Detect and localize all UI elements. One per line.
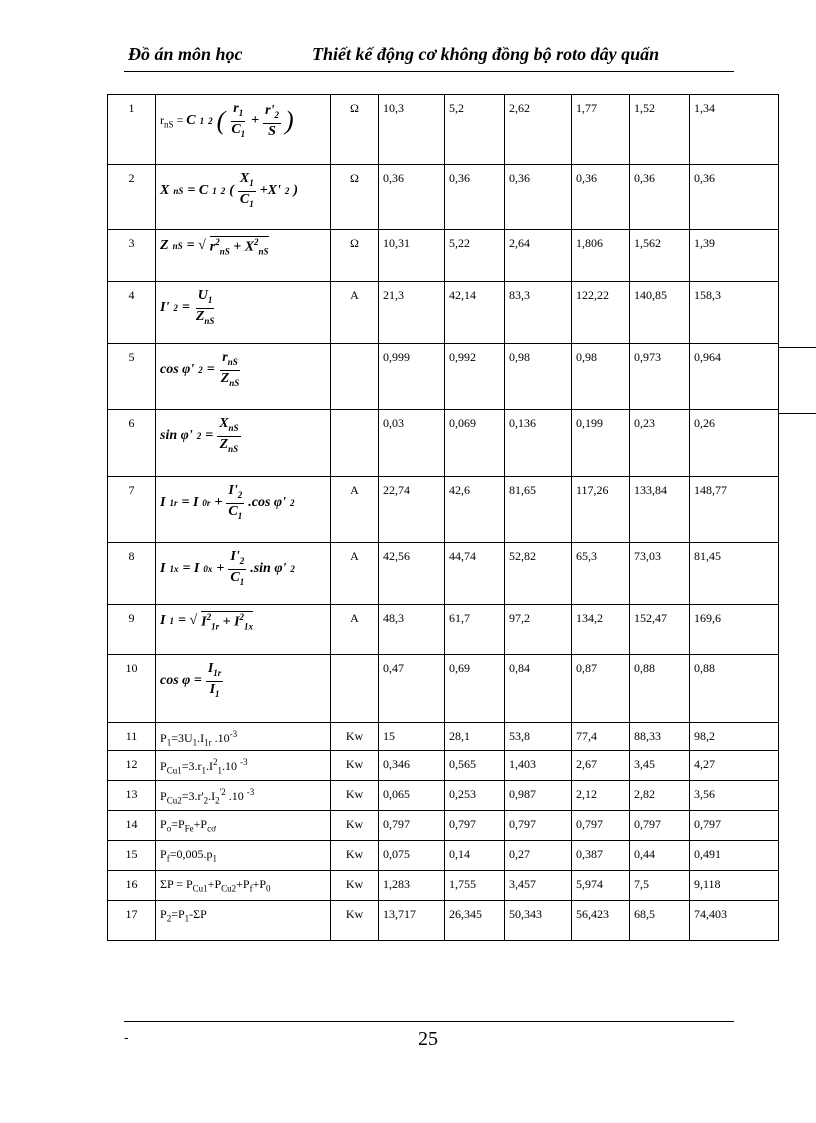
value-cell: 68,5 [630,901,690,941]
value-cell: 148,77 [690,477,779,543]
row-number: 9 [108,605,156,655]
unit-cell: A [331,543,379,605]
value-cell: 0,36 [630,165,690,230]
table-row [108,95,779,165]
value-cell: 26,345 [445,901,505,941]
value-cell: 134,2 [572,605,630,655]
unit-cell: Kw [331,751,379,781]
value-cell: 0,999 [379,344,445,410]
value-cell: 1,39 [690,230,779,282]
row-extension-line [778,347,816,348]
row-number: 4 [108,282,156,344]
value-cell: 0,88 [630,655,690,723]
value-cell: 152,47 [630,605,690,655]
formula-cell: $P_o=P_{Fe}+P_{cơ}$ [156,811,331,841]
formula-cell: sin φ' 2 = $\frac{X_{nS}}{Z_{nS}}$ [156,410,331,477]
value-cell: 10,31 [379,230,445,282]
unit-cell: A [331,605,379,655]
value-cell: 0,797 [572,811,630,841]
unit-cell [331,655,379,723]
table-row [108,477,779,543]
value-cell: 122,22 [572,282,630,344]
value-cell: 15 [379,723,445,751]
value-cell: 44,74 [445,543,505,605]
value-cell: 0,36 [690,165,779,230]
unit-cell: Kw [331,841,379,871]
row-number: 6 [108,410,156,477]
value-cell: 0,98 [572,344,630,410]
value-cell: 81,45 [690,543,779,605]
value-cell: 2,62 [505,95,572,165]
value-cell: 28,1 [445,723,505,751]
value-cell: 2,12 [572,781,630,811]
formula-cell: Z nS = √ $r^2_{nS} + X^2_{nS}$ [156,230,331,282]
value-cell: 0,992 [445,344,505,410]
row-number: 13 [108,781,156,811]
value-cell: 0,03 [379,410,445,477]
table-row [108,230,779,282]
value-cell: 0,36 [572,165,630,230]
value-cell: 0,973 [630,344,690,410]
page-number: 25 [418,1028,438,1050]
table-row [108,165,779,230]
value-cell: 77,4 [572,723,630,751]
value-cell: 0,36 [445,165,505,230]
value-cell: 73,03 [630,543,690,605]
table-row [108,655,779,723]
value-cell: 22,74 [379,477,445,543]
table-row [108,751,779,781]
formula-cell: $\Sigma P = P_{Cu1}+P_{Cu2}+P_f+P_0$ [156,871,331,901]
table-row [108,605,779,655]
row-number: 5 [108,344,156,410]
header-left-title: Đồ án môn học [128,44,243,64]
value-cell: 0,23 [630,410,690,477]
value-cell: 3,45 [630,751,690,781]
table-row [108,781,779,811]
value-cell: 7,5 [630,871,690,901]
formula-cell: I 1x = I 0x + $\frac{I'_2}{C_1}$ .sin φ' 2 [156,543,331,605]
formula-cell: I' 2 = $\frac{U_1}{Z_{nS}}$ [156,282,331,344]
row-number: 15 [108,841,156,871]
value-cell: 42,6 [445,477,505,543]
value-cell: 0,069 [445,410,505,477]
table-row [108,282,779,344]
row-number: 3 [108,230,156,282]
value-cell: 1,52 [630,95,690,165]
value-cell: 56,423 [572,901,630,941]
formula-cell: cos φ = $\frac{I_{1r}}{I_1}$ [156,655,331,723]
value-cell: 140,85 [630,282,690,344]
table-row [108,410,779,477]
value-cell: 5,2 [445,95,505,165]
value-cell: 0,36 [379,165,445,230]
value-cell: 0,26 [690,410,779,477]
value-cell: 1,403 [505,751,572,781]
value-cell: 0,797 [690,811,779,841]
row-number: 10 [108,655,156,723]
value-cell: 0,346 [379,751,445,781]
value-cell: 0,491 [690,841,779,871]
value-cell: 0,565 [445,751,505,781]
value-cell: 0,27 [505,841,572,871]
value-cell: 4,27 [690,751,779,781]
formula-cell: I 1r = I 0r + $\frac{I'_2}{C_1}$ .cos φ' 2 [156,477,331,543]
value-cell: 0,87 [572,655,630,723]
unit-cell: Kw [331,781,379,811]
unit-cell: Kw [331,871,379,901]
value-cell: 42,56 [379,543,445,605]
value-cell: 2,82 [630,781,690,811]
row-number: 7 [108,477,156,543]
header-right-title: Thiết kế động cơ không đồng bộ roto dây quấn [312,44,660,64]
formula-cell: $P_{Cu1}=3.r_1.I^2_1.10$ $^{-3}$ [156,751,331,781]
value-cell: 2,64 [505,230,572,282]
row-number: 11 [108,723,156,751]
value-cell: 97,2 [505,605,572,655]
value-cell: 0,797 [379,811,445,841]
value-cell: 9,118 [690,871,779,901]
unit-cell: Kw [331,811,379,841]
calculation-table [107,94,779,941]
value-cell: 53,8 [505,723,572,751]
value-cell: 0,69 [445,655,505,723]
formula-cell: $P_2=P_1-\Sigma P$ [156,901,331,941]
value-cell: 81,65 [505,477,572,543]
value-cell: 88,33 [630,723,690,751]
formula-cell: $P_{Cu2}=3.r'_2.I_2^{'2}$ .10 $^{-3}$ [156,781,331,811]
value-cell: 10,3 [379,95,445,165]
value-cell: 0,88 [690,655,779,723]
value-cell: 42,14 [445,282,505,344]
value-cell: 0,36 [505,165,572,230]
value-cell: 0,47 [379,655,445,723]
value-cell: 1,562 [630,230,690,282]
value-cell: 169,6 [690,605,779,655]
row-number: 12 [108,751,156,781]
value-cell: 98,2 [690,723,779,751]
value-cell: 0,964 [690,344,779,410]
row-number: 14 [108,811,156,841]
value-cell: 1,755 [445,871,505,901]
unit-cell: A [331,282,379,344]
formula-cell: X nS = C 1 2 ( $\frac{X_1}{C_1}$ +X' 2 ) [156,165,331,230]
value-cell: 5,974 [572,871,630,901]
value-cell: 0,065 [379,781,445,811]
value-cell: 0,136 [505,410,572,477]
row-extension-line [778,413,816,414]
table-row [108,901,779,941]
value-cell: 21,3 [379,282,445,344]
value-cell: 3,457 [505,871,572,901]
formula-cell: $P_f=0,005.p_1$ [156,841,331,871]
value-cell: 1,77 [572,95,630,165]
value-cell: 1,806 [572,230,630,282]
row-number: 8 [108,543,156,605]
header-rule [124,71,734,72]
value-cell: 1,34 [690,95,779,165]
value-cell: 52,82 [505,543,572,605]
value-cell: 65,3 [572,543,630,605]
table-row [108,811,779,841]
unit-cell: Ω [331,165,379,230]
row-number: 1 [108,95,156,165]
value-cell: 0,797 [445,811,505,841]
value-cell: 0,387 [572,841,630,871]
formula-cell: cos φ' 2 = $\frac{r_{nS}}{Z_{nS}}$ [156,344,331,410]
unit-cell [331,410,379,477]
value-cell: 0,075 [379,841,445,871]
unit-cell: A [331,477,379,543]
value-cell: 0,14 [445,841,505,871]
value-cell: 0,253 [445,781,505,811]
value-cell: 2,67 [572,751,630,781]
value-cell: 117,26 [572,477,630,543]
row-number: 2 [108,165,156,230]
table-row [108,723,779,751]
value-cell: 133,84 [630,477,690,543]
table-row [108,543,779,605]
unit-cell [331,344,379,410]
value-cell: 61,7 [445,605,505,655]
value-cell: 13,717 [379,901,445,941]
value-cell: 74,403 [690,901,779,941]
value-cell: 83,3 [505,282,572,344]
table-row [108,344,779,410]
formula-cell: $P_1=3U_1.I_{1r}$ $.10^{-3}$ [156,723,331,751]
value-cell: 158,3 [690,282,779,344]
formula-cell: $r_{nS} = C$ 1 2 ( $\frac{r_1}{C_1}$ + $\frac{r'_2}{S}$ ) [156,95,331,165]
table-row [108,841,779,871]
value-cell: 0,797 [505,811,572,841]
formula-cell: I 1 = √ $I^2_{1r} + I^2_{1x}$ [156,605,331,655]
value-cell: 50,343 [505,901,572,941]
row-number: 16 [108,871,156,901]
value-cell: 0,199 [572,410,630,477]
value-cell: 0,44 [630,841,690,871]
unit-cell: Ω [331,230,379,282]
unit-cell: Kw [331,901,379,941]
value-cell: 5,22 [445,230,505,282]
value-cell: 0,98 [505,344,572,410]
value-cell: 0,84 [505,655,572,723]
value-cell: 0,987 [505,781,572,811]
unit-cell: Kw [331,723,379,751]
row-number: 17 [108,901,156,941]
footer-dash: - [124,1030,129,1046]
unit-cell: Ω [331,95,379,165]
value-cell: 1,283 [379,871,445,901]
footer-rule [124,1021,734,1022]
value-cell: 3,56 [690,781,779,811]
value-cell: 0,797 [630,811,690,841]
value-cell: 48,3 [379,605,445,655]
table-row [108,871,779,901]
